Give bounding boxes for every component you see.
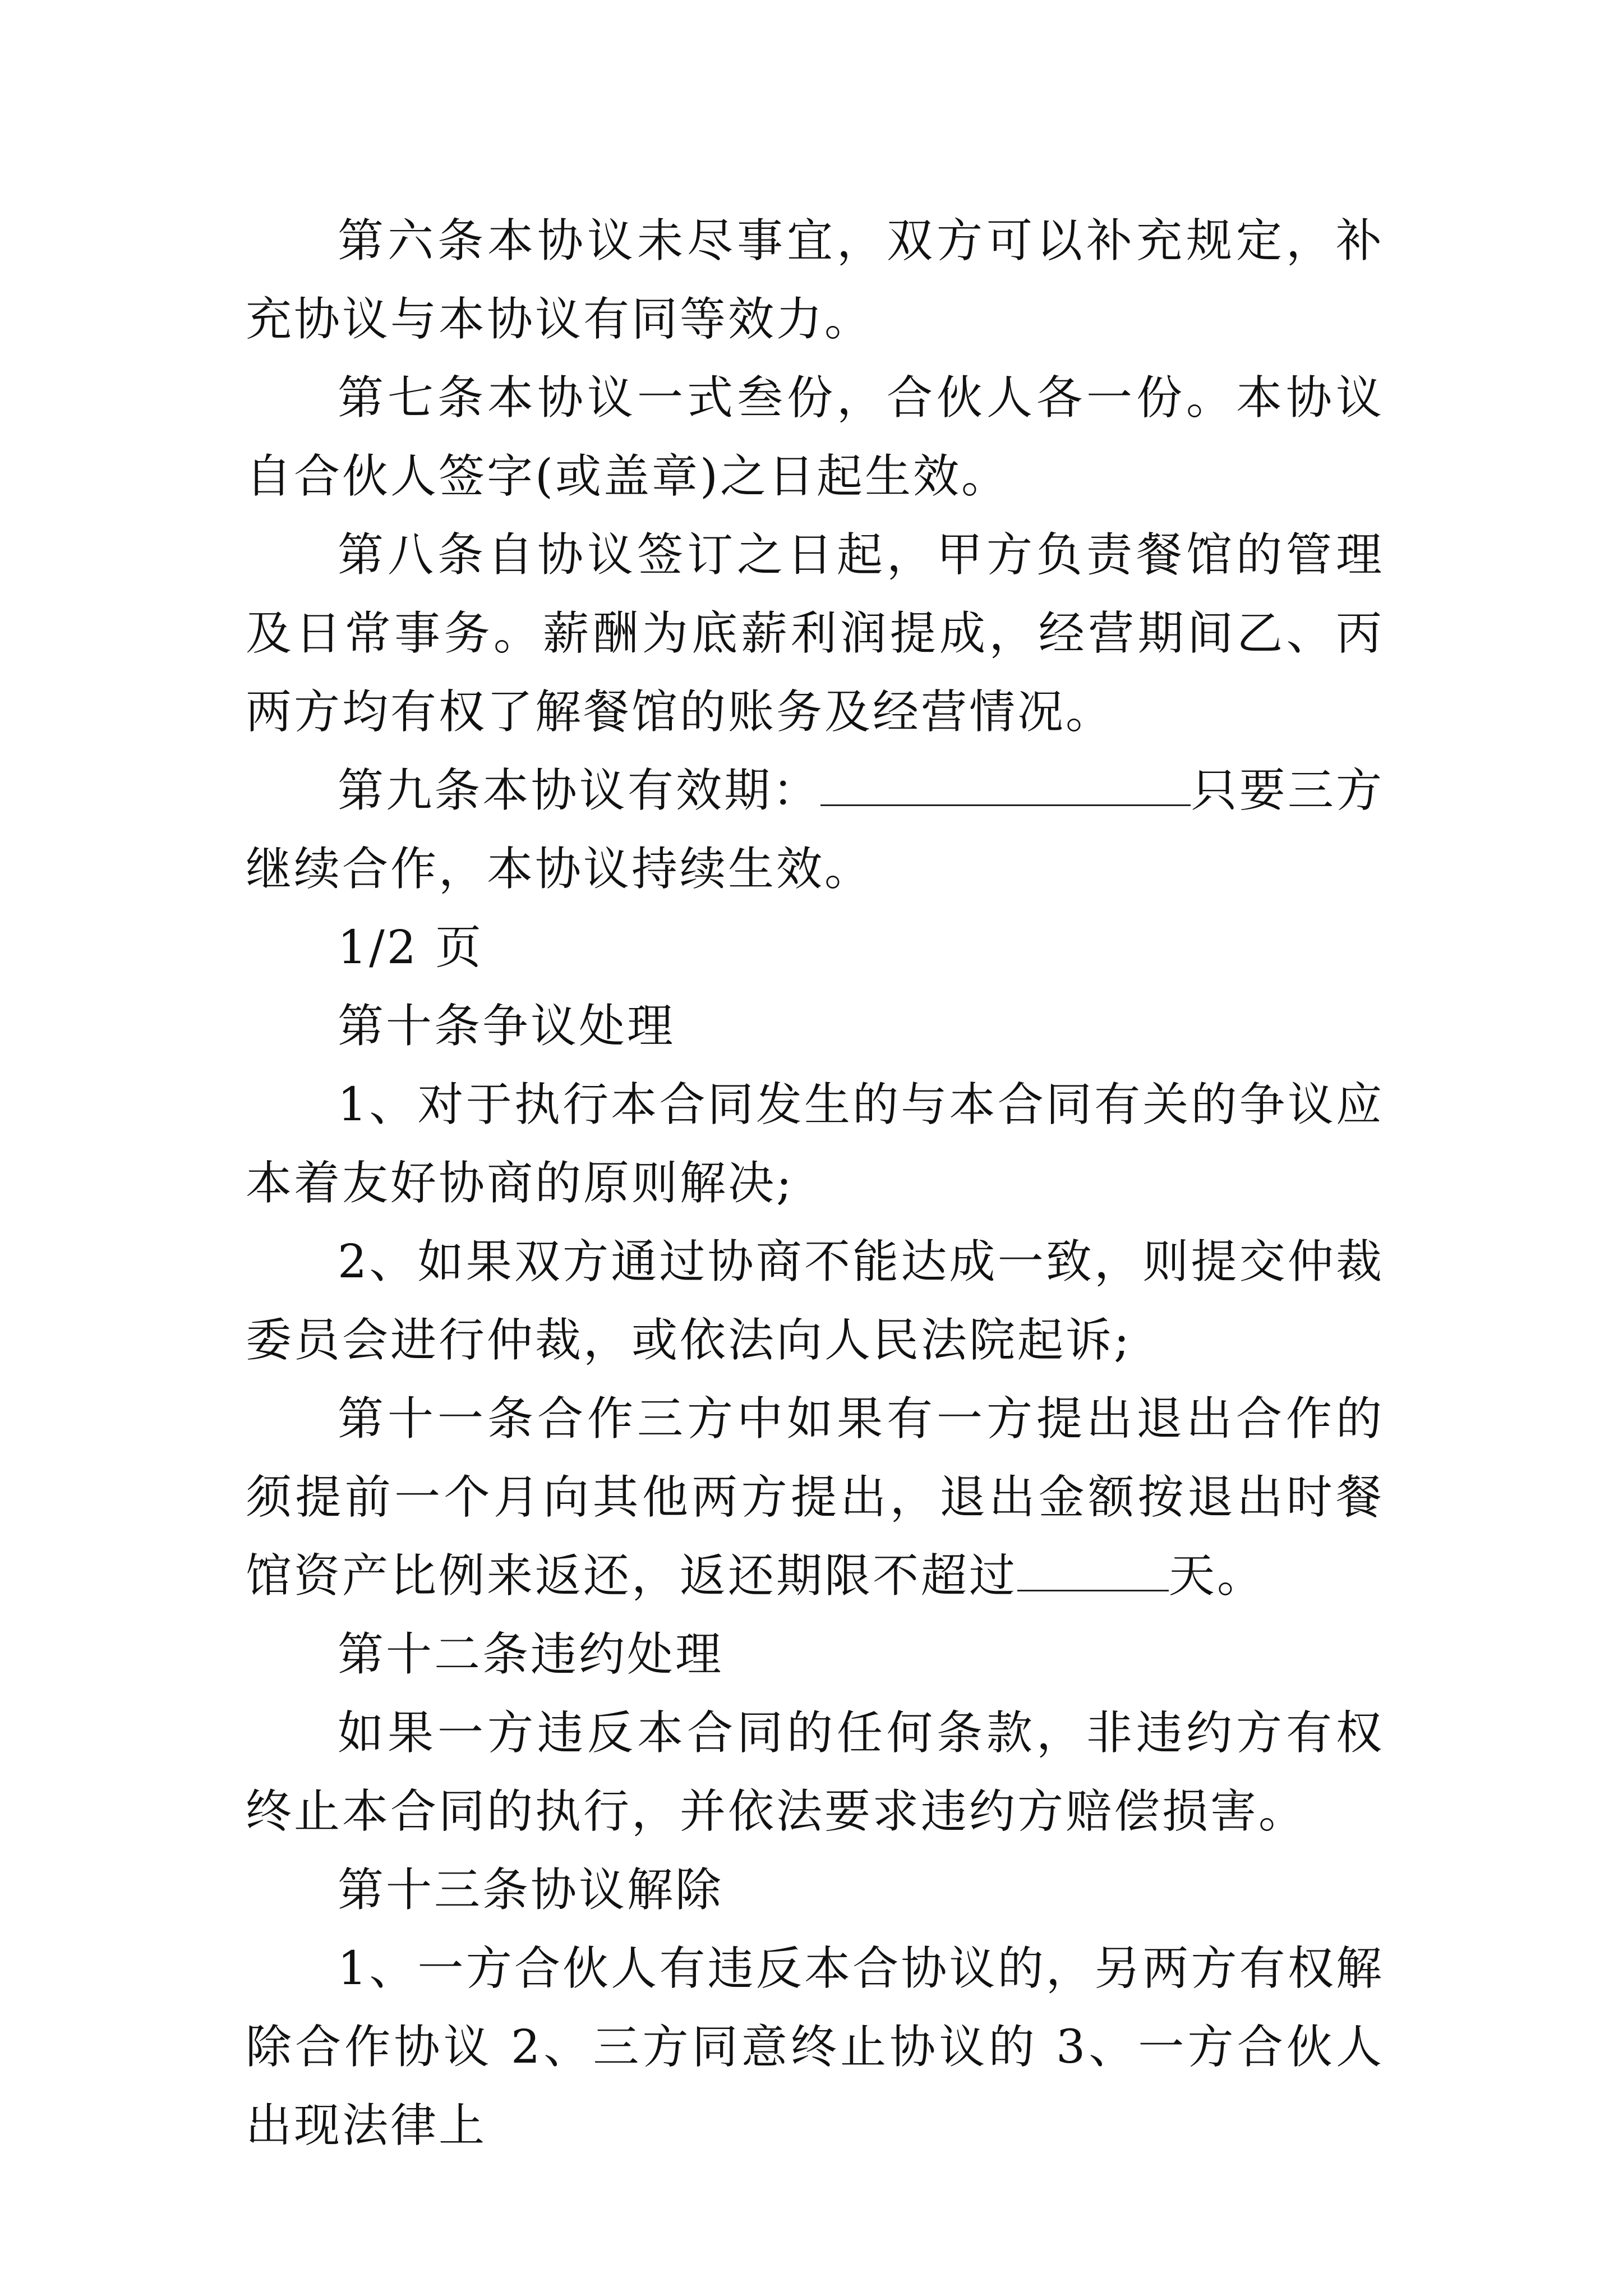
- article-11: [246, 1380, 1384, 1616]
- article-9-text-after: 只要三方继续合作，本协议持续生效。: [246, 764, 1384, 896]
- article-9: [246, 752, 1384, 909]
- article-9-text-before: 第九条本协议有效期：: [338, 764, 821, 817]
- article-10-title: 第十条争议处理: [338, 1000, 676, 1053]
- article-12-body: 如果一方违反本合同的任何条款，非违约方有权终止本合同的执行，并依法要求违约方赔偿损害。: [246, 1706, 1384, 1838]
- article-11-text-before: 第十一条合作三方中如果有一方提出退出合作的须提前一个月向其他两方提出，退出金额按退出时餐馆资产比例来返还，返还期限不超过: [246, 1392, 1384, 1603]
- document-body: [246, 202, 1384, 2165]
- article-12-title: 第十二条违约处理: [338, 1628, 724, 1681]
- article-13-body: 1、一方合伙人有违反本合协议的，另两方有权解除合作协议 2、三方同意终止协议的 3、一方合伙人出现法律上: [246, 1942, 1384, 2152]
- validity-period-blank: [820, 765, 1191, 806]
- article-6: 第六条本协议未尽事宜，双方可以补充规定，补充协议与本协议有同等效力。: [246, 214, 1384, 346]
- article-7: 第七条本协议一式叁份，合伙人各一份。本协议自合伙人签字(或盖章)之日起生效。: [246, 371, 1384, 503]
- return-days-blank: [1017, 1550, 1169, 1591]
- page-marker: 1/2 页: [338, 921, 484, 974]
- article-10-item-2: 2、如果双方通过协商不能达成一致，则提交仲裁委员会进行仲裁，或依法向人民法院起诉;: [246, 1235, 1384, 1367]
- article-13-title: 第十三条协议解除: [338, 1864, 724, 1917]
- article-10-item-1: 1、对于执行本合同发生的与本合同有关的争议应本着友好协商的原则解决;: [246, 1078, 1384, 1210]
- article-8: 第八条自协议签订之日起，甲方负责餐馆的管理及日常事务。薪酬为底薪利润提成，经营期间乙、丙两方均有权了解餐馆的账务及经营情况。: [246, 528, 1384, 739]
- article-11-text-after: 天。: [1169, 1549, 1266, 1603]
